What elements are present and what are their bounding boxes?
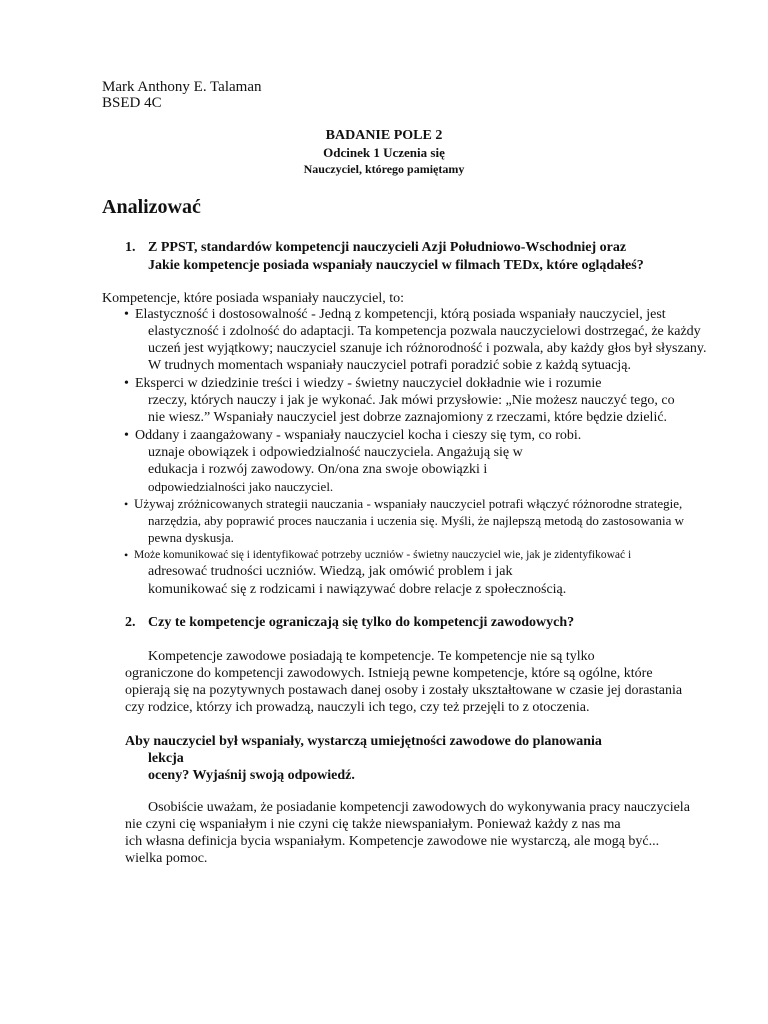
- bullet-1-line: uczeń jest wyjątkowy; nauczyciel szanuje ich różnorodność i pozwala, aby każdy głos był słyszany.: [148, 341, 707, 356]
- bullet-1-line: Elastyczność i dostosowalność - Jedną z kompetencji, którą posiada wspaniały nauczyciel, jest: [135, 307, 666, 322]
- bullet-5-line: Może komunikować się i identyfikować potrzeby uczniów - świetny nauczyciel wie, jak je zidentyfikować i: [134, 549, 632, 561]
- bullet-3-line: odpowiedzialności jako nauczyciel.: [148, 479, 334, 494]
- question-1-line-2: Jakie kompetencje posiada wspaniały nauczyciel w filmach TEDx, które oglądałeś?: [148, 258, 644, 273]
- bullet-5-line: komunikować się z rodzicami i nawiązywać dobre relacje z społecznością.: [148, 582, 567, 597]
- bullet-3-line: uznaje obowiązek i odpowiedzialność nauczyciela. Angażują się w: [148, 445, 523, 460]
- paragraph-1-line: czy rodzice, którzy ich prowadzą, nauczyli ich tego, czy też przejęli to z otoczenia.: [125, 700, 590, 715]
- bullet-4-mark: •: [124, 497, 129, 511]
- paragraph-2-line: ich własna definicja bycia wspaniałym. Kompetencje zawodowe nie wystarczą, ale mogą być...: [125, 834, 660, 849]
- question-3-line-1: Aby nauczyciel był wspaniały, wystarczą umiejętności zawodowe do planowania: [125, 734, 602, 749]
- paragraph-2-line: Osobiście uważam, że posiadanie kompetencji zawodowych do wykonywania pracy nauczyciela: [148, 800, 690, 815]
- paragraph-2-line: wielka pomoc.: [125, 851, 208, 866]
- document-subtitle-2: Nauczyciel, którego pamiętamy: [303, 162, 465, 176]
- competencies-intro: Kompetencje, które posiada wspaniały nauczyciel, to:: [102, 291, 405, 306]
- author-class: BSED 4C: [102, 95, 162, 111]
- bullet-4-line: pewna dyskusja.: [148, 530, 234, 545]
- question-3-line-3: oceny? Wyjaśnij swoją odpowiedź.: [148, 768, 355, 783]
- question-1-number: 1.: [125, 240, 136, 255]
- paragraph-1-line: ograniczone do kompetencji zawodowych. Istnieją pewne kompetencje, które są ogólne, które: [125, 666, 653, 681]
- bullet-3-mark: •: [124, 428, 129, 443]
- bullet-4-line: narzędzia, aby poprawić proces nauczania i uczenia się. Myśli, że najlepszą metodą do zastosowania w: [148, 513, 685, 528]
- bullet-5-line: adresować trudności uczniów. Wiedzą, jak omówić problem i jak: [148, 564, 513, 579]
- question-3-line-2: lekcja: [148, 751, 184, 766]
- bullet-5-mark: •: [124, 548, 129, 562]
- bullet-1-line: W trudnych momentach wspaniały nauczyciel potrafi poradzić sobie z każdą sytuacją.: [148, 358, 631, 373]
- bullet-4-line: Używaj zróżnicowanych strategii nauczania - wspaniały nauczyciel potrafi włączyć różnorodne strategie,: [134, 496, 683, 511]
- bullet-3-line: Oddany i zaangażowany - wspaniały nauczyciel kocha i cieszy się tym, co robi.: [135, 428, 582, 443]
- paragraph-2-line: nie czyni cię wspaniałym i nie czyni cię także niewspaniałym. Ponieważ każdy z nas ma: [125, 817, 621, 832]
- document-subtitle: Odcinek 1 Uczenia się: [323, 145, 445, 160]
- author-name: Mark Anthony E. Talaman: [102, 79, 262, 95]
- paragraph-1-line: opierają się na pozytywnych postawach danej osoby i zostały ukształtowane w czasie jej dorastania: [125, 683, 683, 698]
- document-title: BADANIE POLE 2: [325, 128, 443, 143]
- bullet-2-mark: •: [124, 376, 129, 391]
- bullet-3-line: edukacja i rozwój zawodowy. On/ona zna swoje obowiązki i: [148, 462, 488, 477]
- bullet-2-line: rzeczy, których nauczy i jak je wykonać. Jak mówi przysłowie: „Nie możesz nauczyć tego, co: [148, 393, 675, 408]
- question-1-line-1: Z PPST, standardów kompetencji nauczycieli Azji Południowo-Wschodniej oraz: [148, 240, 627, 255]
- bullet-1-mark: •: [124, 307, 129, 322]
- paragraph-1-line: Kompetencje zawodowe posiadają te kompetencje. Te kompetencje nie są tylko: [148, 649, 595, 664]
- bullet-2-line: Eksperci w dziedzinie treści i wiedzy - świetny nauczyciel dokładnie wie i rozumie: [135, 376, 602, 391]
- question-2-text: Czy te kompetencje ograniczają się tylko do kompetencji zawodowych?: [148, 615, 575, 630]
- bullet-1-line: elastyczność i zdolność do adaptacji. Ta kompetencja pozwala nauczycielowi dostrzegać, że każdy: [148, 324, 701, 339]
- bullet-2-line: nie wiesz.” Wspaniały nauczyciel jest dobrze zaznajomiony z rzeczami, które będzie dzielić.: [148, 410, 668, 425]
- section-heading: Analizować: [102, 196, 201, 218]
- question-2-number: 2.: [125, 615, 136, 630]
